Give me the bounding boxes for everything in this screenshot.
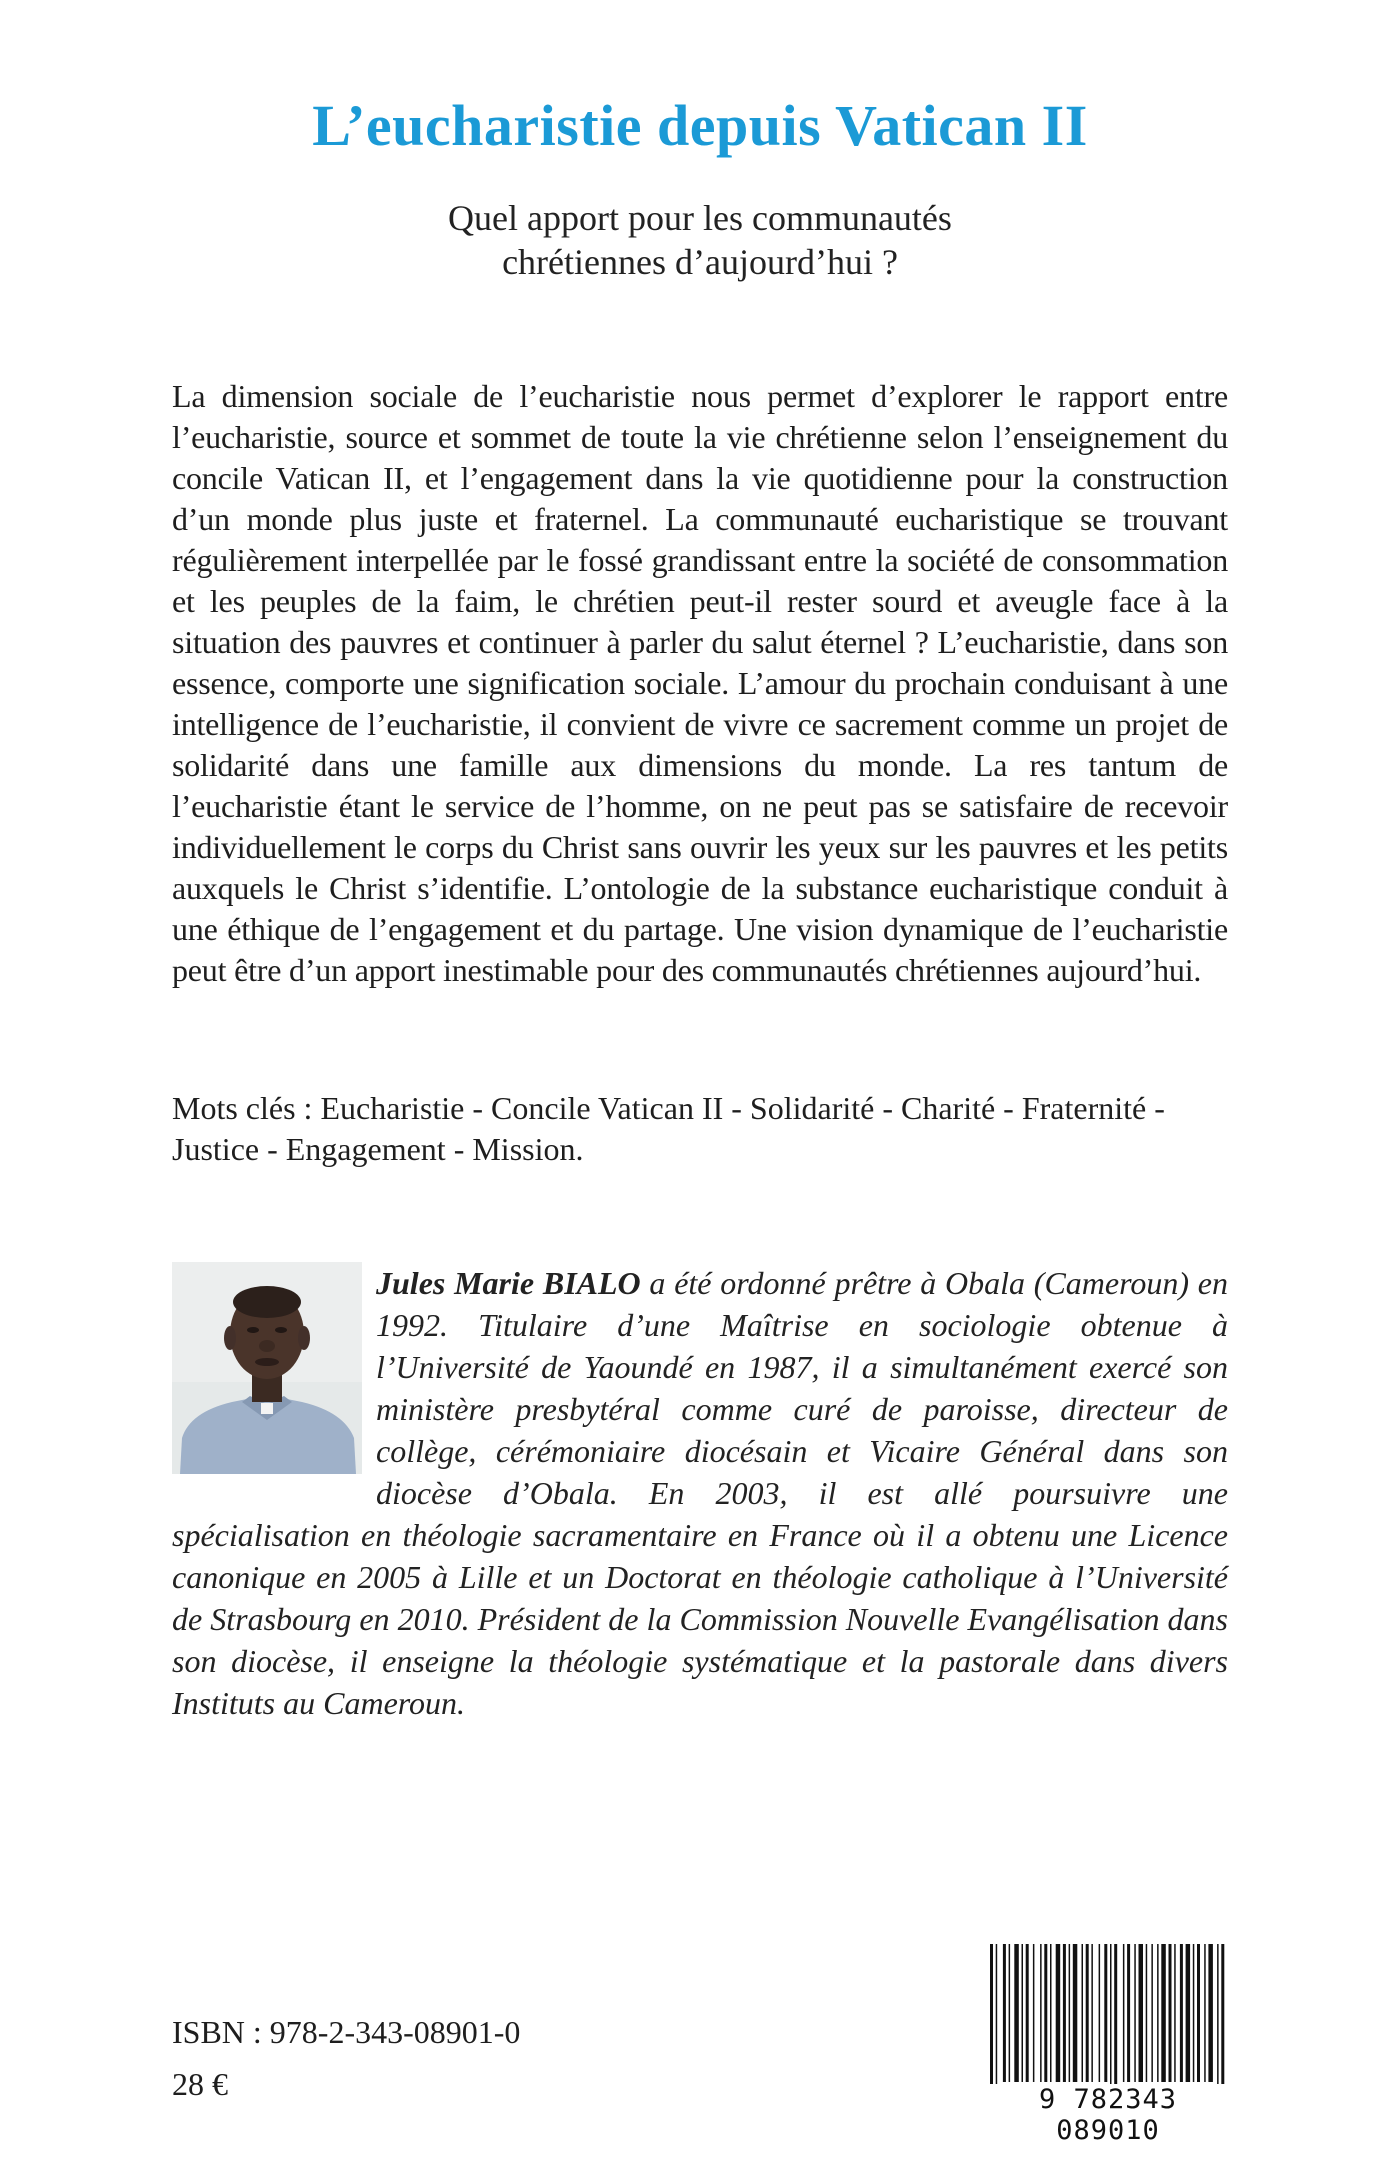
- author-bio: [172, 1262, 1228, 1724]
- barcode-bar: [1099, 1944, 1101, 2082]
- barcode-bar: [1134, 1944, 1136, 2082]
- barcode-bar: [1193, 1944, 1195, 2082]
- barcode-bar: [1197, 1944, 1200, 2082]
- barcode-bar: [1003, 1944, 1006, 2082]
- barcode-bar: [1217, 1944, 1219, 2092]
- barcode-bar: [1221, 1944, 1224, 2092]
- barcode-bar: [1073, 1944, 1078, 2082]
- barcode-bar: [1026, 1944, 1029, 2082]
- barcode-bar: [1091, 1944, 1093, 2082]
- subtitle-line-1: Quel apport pour les communautés: [448, 198, 952, 238]
- book-abstract: La dimension sociale de l’eucharistie nous permet d’explorer le rapport entre l’eucharistie, source et sommet de toute la vie chrétienne selon l’enseignement du concile Vatican II, et l’engagement dans la vie quotidienne pour la construction d’un monde plus juste et fraternel. La communauté eucharistique se trouvant régulièrement interpellée par le fossé grandissant entre la société de consommation et les peuples de la faim, le chrétien peut-il rester sourd et aveugle face à la situation des pauvres et continuer à parler du salut éternel ? L’eucharistie, dans son essence, comporte une signification sociale. L’amour du prochain conduisant à une intelligence de l’eucharistie, il convient de vivre ce sacrement comme un projet de solidarité dans une famille aux dimensions du monde. La res tantum de l’eucharistie étant le service de l’homme, on ne peut pas se satisfaire de recevoir individuellement le corps du Christ sans ouvrir les yeux sur les pauvres et les petits auxquels le Christ s’identifie. L’ontologie de la substance eucharistique conduit à une éthique de l’engagement et du partage. Une vision dynamique de l’eucharistie peut être d’un apport inestimable pour des communautés chrétiennes aujourd’hui.: [172, 378, 1228, 988]
- barcode-bar: [1033, 1944, 1035, 2082]
- keywords: Mots clés : Eucharistie - Concile Vatican II - Solidarité - Charité - Fraternité - Justice - Engagement - Mission.: [172, 1090, 1165, 1167]
- barcode-bar: [1009, 1944, 1011, 2082]
- barcode-bar: [1022, 1944, 1024, 2082]
- barcode-bar: [1161, 1944, 1166, 2082]
- barcode-bar: [1063, 1944, 1066, 2082]
- barcode-bar: [1169, 1944, 1172, 2082]
- barcode-bar: [996, 1944, 998, 2092]
- photo-spacer: [172, 1262, 376, 1500]
- barcode-bar: [1044, 1944, 1047, 2082]
- price: 28 €: [172, 2066, 228, 2102]
- barcode-bar: [1146, 1944, 1148, 2082]
- barcode-bar: [1082, 1944, 1084, 2082]
- barcode-bar: [1139, 1944, 1144, 2082]
- book-subtitle: [0, 196, 1400, 284]
- author-name: Jules Marie BIALO: [376, 1265, 641, 1301]
- barcode-bar: [990, 1944, 993, 2092]
- author-bio-text: a été ordonné prêtre à Obala (Cameroun) en 1992. Titulaire d’une Maîtrise en sociologie obtenue à l’Université de Yaoundé en 1987, il a simultanément exercé son ministère presbytéral comme curé de paroisse, directeur de collège, cérémoniaire diocésain et Vicaire Général dans son diocèse d’Obala. En 2003, il est allé poursuivre une spécialisation en théologie sacramentaire en France où il a obtenu une Licence canonique en 2005 à Lille et un Doctorat en théologie catholique à l’Université de Strasbourg en 2010. Président de la Commission Nouvelle Evangélisation dans son diocèse, il enseigne la théologie systématique et la pastorale dans divers Instituts au Cameroun.: [172, 1265, 1229, 1721]
- barcode-bar: [1014, 1944, 1019, 2082]
- subtitle-line-2: chrétiennes d’aujourd’hui ?: [502, 242, 898, 282]
- barcode-bar: [1110, 1944, 1112, 2092]
- barcode-bar: [1069, 1944, 1071, 2082]
- barcode-bar: [1208, 1944, 1213, 2082]
- barcode-bar: [1204, 1944, 1206, 2082]
- barcode-bar: [1056, 1944, 1061, 2082]
- barcode-bar: [1050, 1944, 1052, 2082]
- barcode-bar: [1127, 1944, 1130, 2082]
- isbn: ISBN : 978-2-343-08901-0: [172, 2014, 521, 2050]
- barcode-bar: [1086, 1944, 1089, 2082]
- barcode-bar: [1040, 1944, 1042, 2082]
- barcode-bar: [1186, 1944, 1191, 2082]
- barcode-bar: [1151, 1944, 1153, 2082]
- barcode-bar: [1123, 1944, 1125, 2082]
- barcode-bar: [1180, 1944, 1183, 2082]
- barcode-bar: [1114, 1944, 1117, 2092]
- barcode-digits: 9 782343 089010: [984, 2084, 1232, 2146]
- book-title: L’eucharistie depuis Vatican II: [312, 93, 1088, 158]
- barcode-bar: [1104, 1944, 1107, 2082]
- barcode-bar: [1157, 1944, 1159, 2082]
- barcode-bar: [1174, 1944, 1176, 2082]
